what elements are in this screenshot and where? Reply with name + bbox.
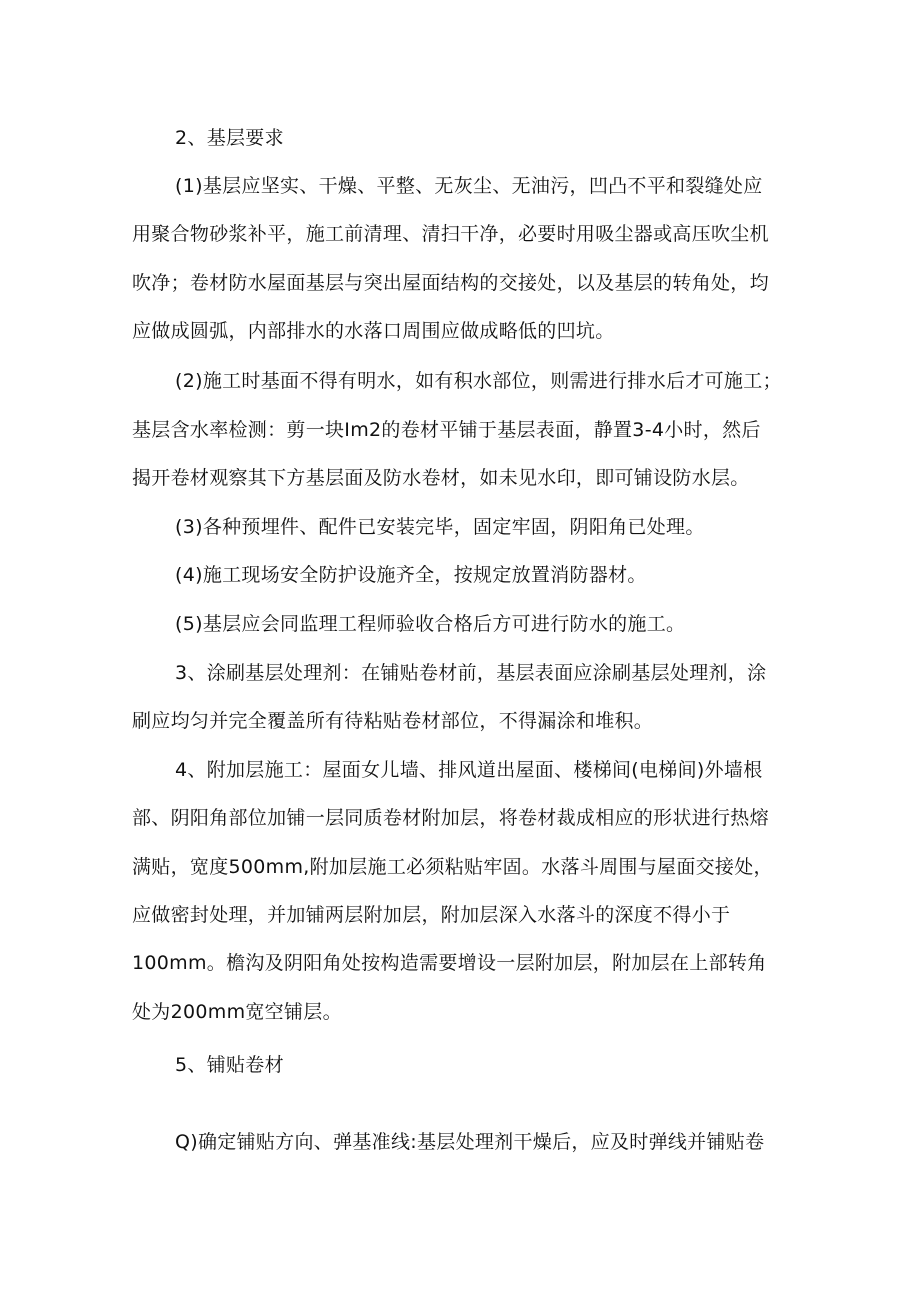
paragraph-line: 应做成圆弧，内部排水的水落口周围应做成略低的凹坑。 <box>132 320 615 342</box>
paragraph-line: 刷应均匀并完全覆盖所有待粘贴卷材部位，不得漏涂和堆积。 <box>132 710 654 732</box>
paragraph-line: (5)基层应会同监理工程师验收合格后方可进行防水的施工。 <box>175 613 686 635</box>
paragraph-line: 3、涂刷基层处理剂：在铺贴卷材前，基层表面应涂刷基层处理剂，涂 <box>175 662 767 684</box>
paragraph-line: 吹净；卷材防水屋面基层与突出屋面结构的交接处，以及基层的转角处，均 <box>132 272 769 294</box>
section-heading: 2、基层要求 <box>175 127 284 149</box>
paragraph-line: (4)施工现场安全防护设施齐全，按规定放置消防器材。 <box>175 564 647 586</box>
paragraph-line: 部、阴阳角部位加铺一层同质卷材附加层，将卷材裁成相应的形状进行热熔 <box>132 807 769 829</box>
paragraph-line: (3)各种预埋件、配件已安装完毕，固定牢固，阴阳角已处理。 <box>175 516 705 538</box>
paragraph-line: 4、附加层施工：屋面女儿墙、排风道出屋面、楼梯间(电梯间)外墙根 <box>175 759 763 781</box>
paragraph-line: 基层含水率检测：剪一块Im2的卷材平铺于基层表面，静置3-4小时，然后 <box>132 419 761 441</box>
paragraph-line: Q)确定铺贴方向、弹基准线:基层处理剂干燥后，应及时弹线并铺贴卷 <box>175 1131 765 1153</box>
paragraph-line: (1)基层应坚实、干燥、平整、无灰尘、无油污，凹凸不平和裂缝处应 <box>175 175 763 197</box>
paragraph-line: 用聚合物砂浆补平，施工前清理、清扫干净，必要时用吸尘器或高压吹尘机 <box>132 223 769 245</box>
paragraph-line: 应做密封处理，并加铺两层附加层，附加层深入水落斗的深度不得小于 <box>132 904 731 926</box>
paragraph-line: (2)施工时基面不得有明水，如有积水部位，则需进行排水后才可施工； <box>175 370 782 392</box>
paragraph-line: 处为200mm宽空铺层。 <box>132 1001 342 1023</box>
paragraph-line: 100mm。檐沟及阴阳角处按构造需要增设一层附加层，附加层在上部转角 <box>132 952 767 974</box>
section-heading: 5、铺贴卷材 <box>175 1054 284 1076</box>
paragraph-line: 揭开卷材观察其下方基层面及防水卷材，如未见水印，即可铺设防水层。 <box>132 467 750 489</box>
paragraph-line: 满贴，宽度500mm,附加层施工必须粘贴牢固。水落斗周围与屋面交接处， <box>132 856 773 878</box>
